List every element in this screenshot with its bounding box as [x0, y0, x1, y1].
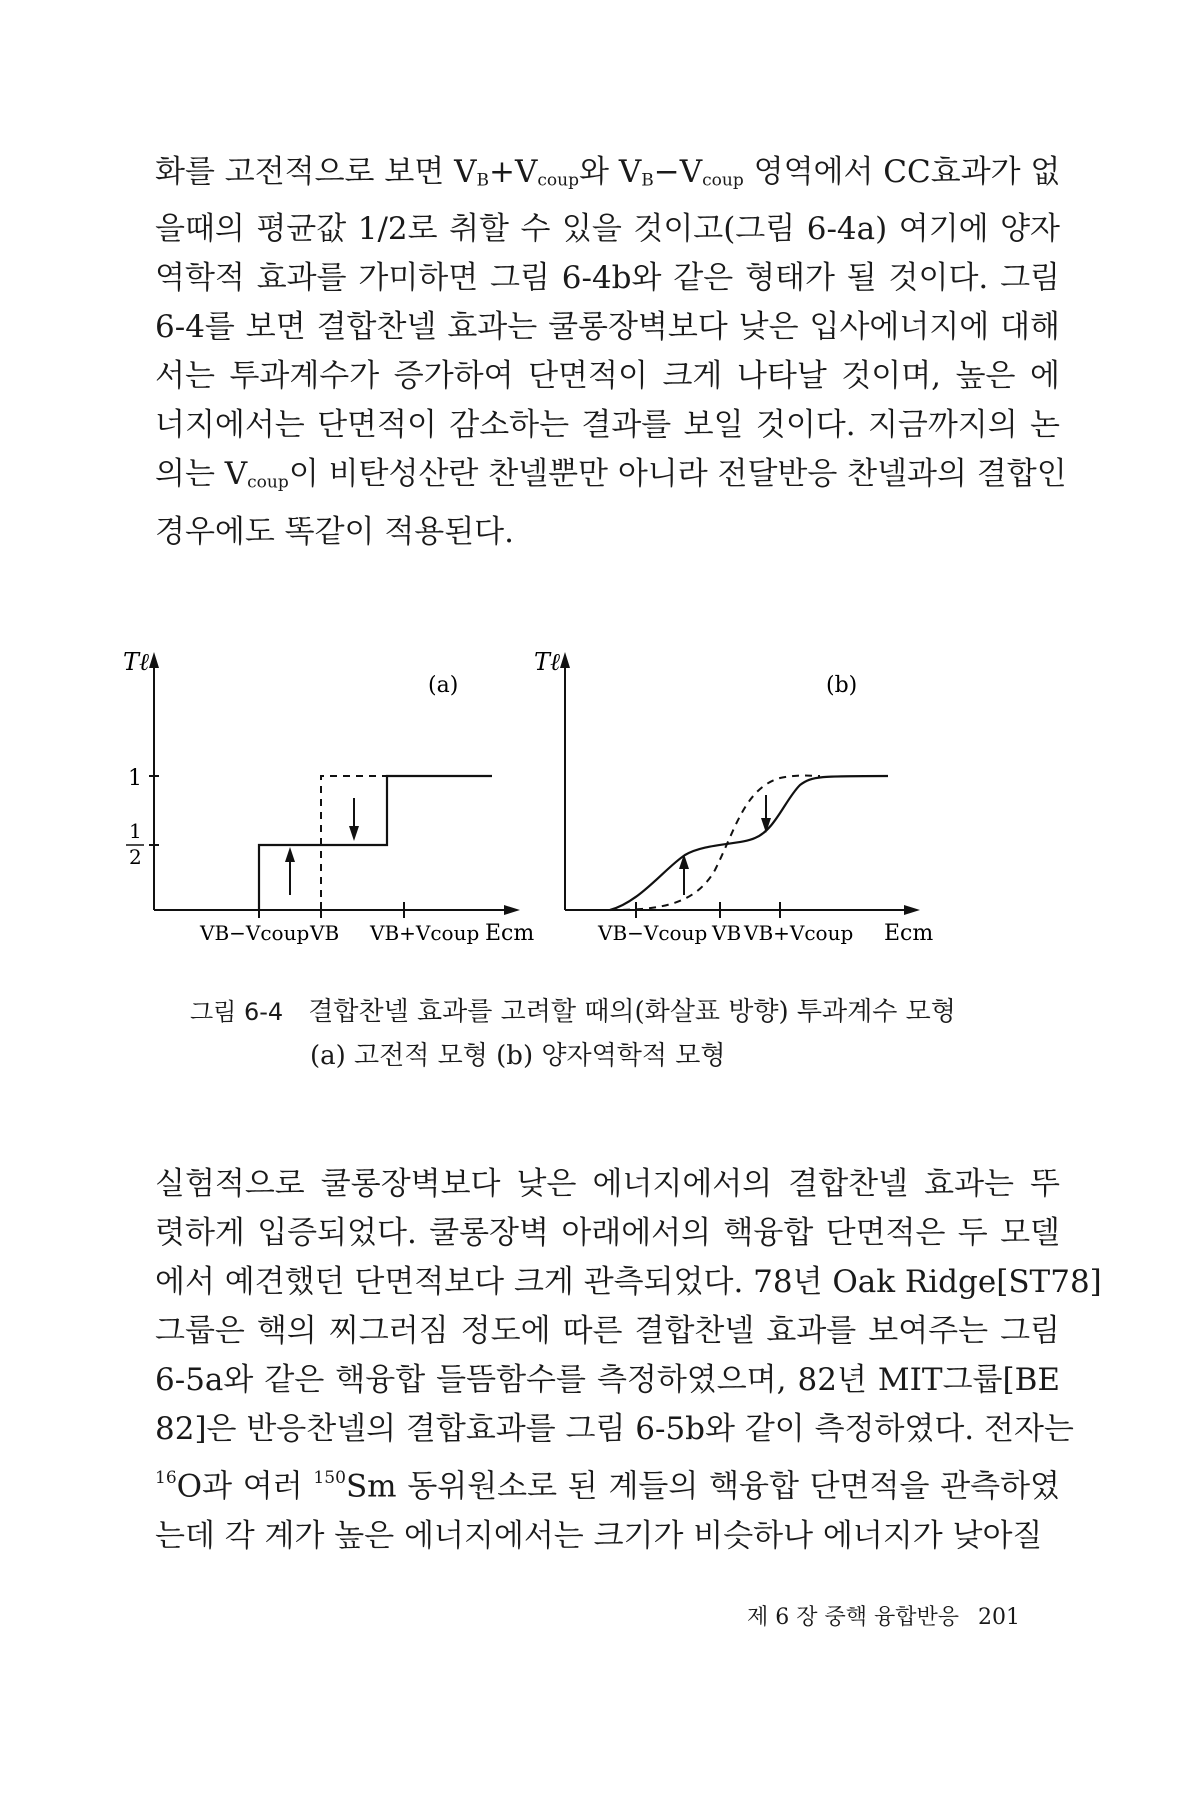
caption-line-2: (a) 고전적 모형 (b) 양자역학적 모형 [310, 1041, 726, 1071]
figure-6-4 [123, 640, 1080, 970]
text-line: 렷하게 입증되었다. 쿨롱장벽 아래에서의 핵융합 단면적은 두 모델 [155, 1215, 1060, 1251]
text-line: 는데 각 계가 높은 에너지에서는 크기가 비슷하나 에너지가 낮아질 [155, 1517, 1043, 1554]
text-line: 을때의 평균값 1/2로 취할 수 있을 것이고(그림 6-4a) 여기에 양자 [155, 211, 1060, 248]
panel-b-y-axis-label: Tℓ [534, 648, 561, 676]
arrow-up-icon [285, 847, 295, 862]
text-line: 6-5a와 같은 핵융합 들뜸함수를 측정하였으며, 82년 MIT그룹[BE [155, 1362, 1060, 1398]
text-line: 그룹은 핵의 찌그러짐 정도에 따른 결합찬넬 효과를 보여주는 그림 [155, 1313, 1060, 1349]
text-line: 역학적 효과를 가미하면 그림 6-4b와 같은 형태가 될 것이다. 그림 [155, 260, 1060, 297]
text-line: 경우에도 똑같이 적용된다. [155, 513, 514, 550]
panel-a-step-curve [259, 776, 492, 910]
text-line: 화를 고전적으로 보면 $V_B+V_{coup}$와 $V_B-V_{coup}$ 영역에서 CC효과가 없 [155, 154, 1061, 191]
text-line: 에서 예견했던 단면적보다 크게 관측되었다. 78년 Oak Ridge[ST78] [155, 1264, 1102, 1300]
panel-b-x-tick-vb-plus: VB+Vcoup [744, 921, 854, 945]
figure-caption [190, 990, 1040, 1078]
arrow-up-icon [679, 854, 689, 869]
text-line: $^{16}$O과 여러 $^{150}$Sm 동위원소로 된 계들의 핵융합 단면적을 관측하였 [155, 1468, 1060, 1505]
text-line: 6-4를 보면 결합찬넬 효과는 쿨롱장벽보다 낮은 입사에너지에 대해 [155, 309, 1060, 346]
panel-b-x-axis-label: Ecm [884, 921, 934, 946]
tick-label-one: 1 [128, 766, 142, 791]
chapter-title: 제 6 장 중핵 융합반응 [747, 1605, 959, 1630]
panel-b-quantum-curve [610, 776, 888, 910]
caption-line-1: 결합찬넬 효과를 고려할 때의(화살표 방향) 투과계수 모형 [308, 997, 956, 1027]
panel-a [123, 648, 534, 946]
panel-b [534, 648, 933, 946]
panel-a-x-tick-vb-plus: VB+Vcoup [370, 921, 480, 945]
panel-a-label: (a) [428, 673, 459, 698]
panel-b-dashed-curve [610, 776, 820, 911]
tick-label-half-denominator: 2 [129, 845, 142, 869]
tick-label-half-numerator: 1 [129, 819, 142, 843]
panel-a-y-axis-label: Tℓ [123, 648, 150, 676]
panel-a-x-tick-vb: VB [310, 921, 340, 945]
text-line: 의는 $V_{coup}$이 비탄성산란 찬넬뿐만 아니라 전달반응 찬넬과의 결합인 [155, 456, 1067, 493]
panel-a-x-axis-label: Ecm [485, 921, 535, 946]
page-number: 201 [978, 1605, 1020, 1630]
panel-a-x-tick-vb-minus: VB−Vcoup [200, 921, 310, 945]
text-line: 서는 투과계수가 증가하여 단면적이 크게 나타날 것이며, 높은 에 [155, 358, 1060, 395]
paragraph-2 [155, 1160, 1102, 1561]
text-line: 너지에서는 단면적이 감소하는 결과를 보일 것이다. 지금까지의 논 [155, 407, 1060, 444]
paragraph-1 [155, 148, 1067, 557]
arrow-down-icon [349, 826, 359, 841]
panel-b-x-tick-vb-minus: VB−Vcoup [598, 921, 708, 945]
panel-b-label: (b) [826, 673, 858, 698]
page-footer [700, 1600, 1020, 1631]
text-line: 82]은 반응찬넬의 결합효과를 그림 6-5b와 같이 측정하였다. 전자는 [155, 1411, 1074, 1447]
panel-b-x-tick-vb: VB [712, 921, 742, 945]
caption-label: 그림 6-4 [190, 998, 284, 1026]
arrow-down-icon [761, 818, 771, 833]
text-line: 실험적으로 쿨롱장벽보다 낮은 에너지에서의 결합찬넬 효과는 뚜 [155, 1166, 1060, 1202]
panel-a-dashed-step [321, 776, 387, 910]
